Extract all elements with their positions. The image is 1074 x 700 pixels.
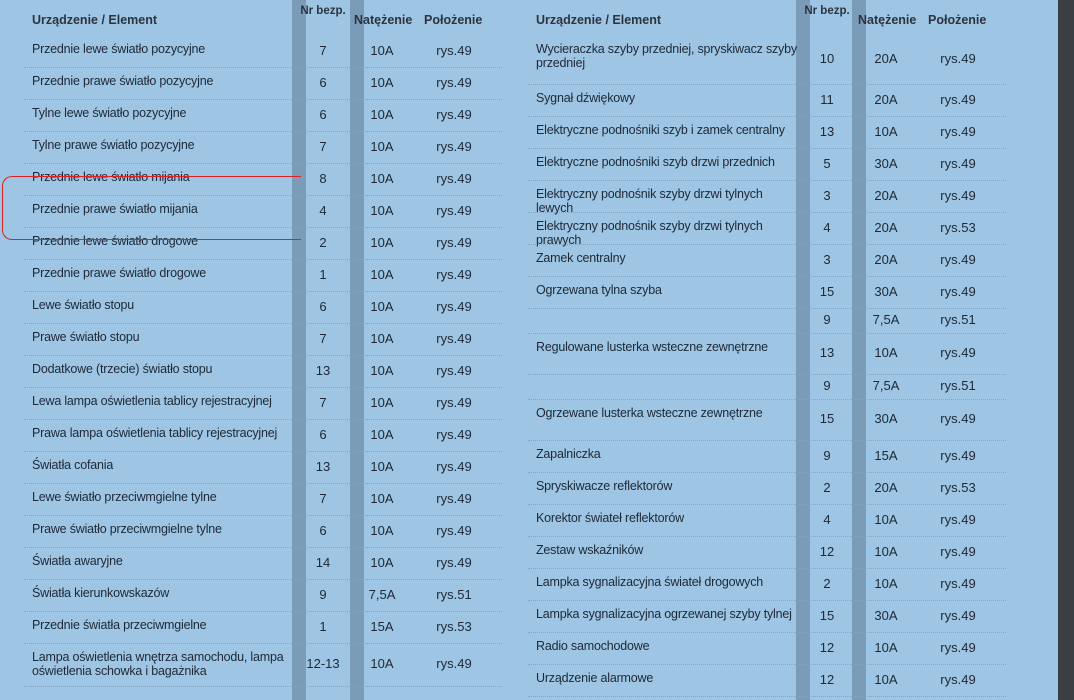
header-location: Położenie xyxy=(424,13,483,27)
fuse-number-cell: 1 xyxy=(319,266,327,282)
device-cell: Korektor świateł reflektorów xyxy=(536,511,684,525)
table-row xyxy=(24,356,502,388)
current-cell: 10A xyxy=(370,458,394,474)
fuse-number-cell: 9 xyxy=(319,586,327,602)
device-cell: Urządzenie alarmowe xyxy=(536,671,654,685)
device-cell: Przednie prawe światło pozycyjne xyxy=(32,74,214,88)
device-cell: Przednie prawe światło drogowe xyxy=(32,266,206,280)
fuse-number-cell: 4 xyxy=(823,511,831,527)
location-cell: rys.49 xyxy=(436,554,472,570)
location-cell: rys.53 xyxy=(940,479,976,495)
table-row xyxy=(528,601,1006,633)
header-fuse-number: Nr bezp. xyxy=(300,5,346,17)
fuse-number-cell: 12 xyxy=(819,543,835,559)
fuse-number-cell: 12 xyxy=(819,639,835,655)
current-cell: 7,5A xyxy=(368,586,396,602)
device-cell: Przednie lewe światło mijania xyxy=(32,170,190,184)
fuse-number-cell: 2 xyxy=(823,479,831,495)
location-cell: rys.49 xyxy=(436,170,472,186)
device-cell: Radio samochodowe xyxy=(536,639,650,653)
table-row xyxy=(24,260,502,292)
fuse-number-cell: 5 xyxy=(823,155,831,171)
current-cell: 10A xyxy=(874,345,898,360)
fuse-number-cell: 3 xyxy=(823,251,831,267)
location-cell: rys.49 xyxy=(940,607,976,623)
fuse-number-cell: 12 xyxy=(819,671,835,687)
current-cell: 7,5A xyxy=(872,312,900,327)
location-cell: rys.49 xyxy=(436,106,472,122)
location-cell: rys.49 xyxy=(436,298,472,314)
current-cell: 10A xyxy=(370,266,394,282)
fuse-number-cell: 8 xyxy=(319,170,327,186)
table-row xyxy=(24,420,502,452)
device-cell: Regulowane lusterka wsteczne zewnętrzne xyxy=(536,340,768,354)
table-row xyxy=(24,516,502,548)
table-row xyxy=(24,548,502,580)
device-cell: Przednie światła przeciwmgielne xyxy=(32,618,207,632)
table-row xyxy=(528,36,1006,85)
current-cell: 10A xyxy=(874,575,898,591)
table-row xyxy=(24,36,502,68)
location-cell: rys.49 xyxy=(436,490,472,506)
fuse-number-cell: 7 xyxy=(319,42,327,58)
current-cell: 20A xyxy=(874,187,898,203)
location-cell: rys.49 xyxy=(436,656,472,671)
location-cell: rys.49 xyxy=(436,458,472,474)
current-cell: 30A xyxy=(874,411,898,426)
current-cell: 10A xyxy=(874,639,898,655)
current-cell: 10A xyxy=(874,671,898,687)
current-cell: 20A xyxy=(874,51,898,66)
current-cell: 10A xyxy=(370,298,394,314)
location-cell: rys.49 xyxy=(436,138,472,154)
current-cell: 30A xyxy=(874,155,898,171)
current-cell: 10A xyxy=(370,394,394,410)
current-cell: 10A xyxy=(370,522,394,538)
fuse-number-cell: 15 xyxy=(819,283,835,299)
table-row xyxy=(528,375,1006,400)
table-row xyxy=(528,117,1006,149)
location-cell: rys.49 xyxy=(940,411,976,426)
fuse-number-cell: 15 xyxy=(819,607,835,623)
location-cell: rys.51 xyxy=(436,586,472,602)
fuse-number-cell: 6 xyxy=(319,298,327,314)
header-current: Natężenie xyxy=(354,13,413,27)
current-cell: 30A xyxy=(874,283,898,299)
current-cell: 10A xyxy=(370,554,394,570)
table-row xyxy=(24,68,502,100)
fuse-number-cell: 9 xyxy=(823,447,831,463)
location-cell: rys.49 xyxy=(436,234,472,250)
current-cell: 15A xyxy=(370,618,394,634)
table-row xyxy=(24,484,502,516)
current-cell: 7,5A xyxy=(872,378,900,393)
fuse-number-cell: 6 xyxy=(319,74,327,90)
fuse-table-right xyxy=(528,0,1006,697)
location-cell: rys.49 xyxy=(436,330,472,346)
current-cell: 10A xyxy=(370,330,394,346)
location-cell: rys.49 xyxy=(436,74,472,90)
fuse-number-cell: 13 xyxy=(819,345,835,360)
device-cell: Prawe światło stopu xyxy=(32,330,140,344)
table-row xyxy=(528,505,1006,537)
device-cell: Tylne lewe światło pozycyjne xyxy=(32,106,187,120)
location-cell: rys.49 xyxy=(940,575,976,591)
fuse-number-cell: 3 xyxy=(823,187,831,203)
device-cell: Światła kierunkowskazów xyxy=(32,586,170,600)
fuse-number-cell: 13 xyxy=(819,123,835,139)
fuse-number-cell: 11 xyxy=(820,91,834,107)
device-cell: Lewa lampa oświetlenia tablicy rejestracyjnej xyxy=(32,394,272,408)
table-row xyxy=(528,569,1006,601)
location-cell: rys.49 xyxy=(940,91,976,107)
table-row xyxy=(528,473,1006,505)
location-cell: rys.49 xyxy=(436,202,472,218)
fuse-number-cell: 2 xyxy=(823,575,831,591)
location-cell: rys.49 xyxy=(940,155,976,171)
table-row xyxy=(528,213,1006,245)
window-edge xyxy=(1058,0,1074,700)
table-header xyxy=(24,0,502,36)
table-row xyxy=(528,149,1006,181)
fuse-number-cell: 4 xyxy=(823,219,831,235)
current-cell: 10A xyxy=(370,170,394,186)
header-location: Położenie xyxy=(928,13,987,27)
device-cell: Lewe światło przeciwmgielne tylne xyxy=(32,490,217,504)
fuse-number-cell: 10 xyxy=(819,51,835,66)
fuse-number-cell: 15 xyxy=(819,411,835,426)
table-row xyxy=(528,181,1006,213)
device-cell: Spryskiwacze reflektorów xyxy=(536,479,673,493)
location-cell: rys.49 xyxy=(436,362,472,378)
device-cell: Wycieraczka szyby przedniej, spryskiwacz szyby przedniej xyxy=(536,42,797,70)
table-row xyxy=(528,245,1006,277)
header-fuse-number: Nr bezp. xyxy=(804,5,850,17)
current-cell: 10A xyxy=(370,42,394,58)
current-cell: 10A xyxy=(370,106,394,122)
device-cell: Ogrzewana tylna szyba xyxy=(536,283,662,297)
fuse-number-cell: 7 xyxy=(319,394,327,410)
fuse-table-left xyxy=(24,0,502,687)
current-cell: 10A xyxy=(370,202,394,218)
location-cell: rys.49 xyxy=(940,283,976,299)
location-cell: rys.49 xyxy=(436,266,472,282)
location-cell: rys.53 xyxy=(940,219,976,235)
table-row xyxy=(24,612,502,644)
current-cell: 10A xyxy=(370,490,394,506)
location-cell: rys.49 xyxy=(436,522,472,538)
fuse-number-cell: 9 xyxy=(823,312,831,327)
fuse-number-cell: 7 xyxy=(319,490,327,506)
fuse-number-cell: 1 xyxy=(319,618,327,634)
device-cell: Zapalniczka xyxy=(536,447,601,461)
location-cell: rys.49 xyxy=(940,345,976,360)
current-cell: 10A xyxy=(370,426,394,442)
current-cell: 10A xyxy=(370,74,394,90)
table-row xyxy=(24,100,502,132)
table-row xyxy=(528,400,1006,441)
location-cell: rys.53 xyxy=(436,618,472,634)
current-cell: 10A xyxy=(370,656,394,671)
table-row xyxy=(24,388,502,420)
current-cell: 20A xyxy=(874,219,898,235)
table-row xyxy=(24,580,502,612)
device-cell: Ogrzewane lusterka wsteczne zewnętrzne xyxy=(536,406,763,420)
device-cell: Dodatkowe (trzecie) światło stopu xyxy=(32,362,213,376)
current-cell: 10A xyxy=(874,123,898,139)
device-cell: Prawa lampa oświetlenia tablicy rejestracyjnej xyxy=(32,426,278,440)
device-cell: Prawe światło przeciwmgielne tylne xyxy=(32,522,222,536)
header-current: Natężenie xyxy=(858,13,917,27)
fuse-number-cell: 12-13 xyxy=(306,656,340,671)
fuse-number-cell: 9 xyxy=(823,378,831,393)
device-cell: Elektryczne podnośniki szyb drzwi przednich xyxy=(536,155,775,169)
fuse-number-cell: 14 xyxy=(315,554,331,570)
device-cell: Lampka sygnalizacyjna ogrzewanej szyby tylnej xyxy=(536,607,792,621)
fuse-number-cell: 6 xyxy=(319,426,327,442)
fuse-number-cell: 2 xyxy=(319,234,327,250)
current-cell: 10A xyxy=(874,511,898,527)
location-cell: rys.49 xyxy=(436,426,472,442)
table-row xyxy=(528,441,1006,473)
current-cell: 10A xyxy=(370,362,394,378)
fuse-number-cell: 7 xyxy=(319,330,327,346)
device-cell: Przednie lewe światło pozycyjne xyxy=(32,42,206,56)
device-cell: Zestaw wskaźników xyxy=(536,543,644,557)
fuse-number-cell: 13 xyxy=(315,458,331,474)
device-cell: Przednie prawe światło mijania xyxy=(32,202,198,216)
device-cell: Lampa oświetlenia wnętrza samochodu, lampa oświetlenia schowka i bagażnika xyxy=(32,650,284,678)
header-device: Urządzenie / Element xyxy=(32,13,158,27)
device-cell: Elektryczny podnośnik szyby drzwi tylnych prawych xyxy=(536,219,763,247)
table-row xyxy=(24,132,502,164)
device-cell: Elektryczny podnośnik szyby drzwi tylnych lewych xyxy=(536,187,763,215)
fuse-number-cell: 6 xyxy=(319,106,327,122)
current-cell: 20A xyxy=(874,91,898,107)
table-row xyxy=(24,452,502,484)
table-row xyxy=(24,644,502,687)
current-cell: 30A xyxy=(874,607,898,623)
location-cell: rys.49 xyxy=(940,51,976,66)
location-cell: rys.49 xyxy=(940,671,976,687)
current-cell: 10A xyxy=(874,543,898,559)
location-cell: rys.49 xyxy=(940,187,976,203)
fuse-number-cell: 6 xyxy=(319,522,327,538)
location-cell: rys.51 xyxy=(940,312,976,327)
location-cell: rys.49 xyxy=(436,42,472,58)
table-row xyxy=(528,633,1006,665)
current-cell: 15A xyxy=(874,447,898,463)
table-row xyxy=(528,309,1006,334)
red-highlight-annotation xyxy=(2,176,301,240)
device-cell: Światła cofania xyxy=(32,458,114,472)
table-header xyxy=(528,0,1006,36)
device-cell: Sygnał dźwiękowy xyxy=(536,91,635,105)
current-cell: 20A xyxy=(874,251,898,267)
fuse-number-cell: 7 xyxy=(319,138,327,154)
current-cell: 10A xyxy=(370,234,394,250)
device-cell: Przednie lewe światło drogowe xyxy=(32,234,198,248)
table-row xyxy=(24,324,502,356)
table-row xyxy=(528,537,1006,569)
location-cell: rys.49 xyxy=(940,251,976,267)
location-cell: rys.49 xyxy=(436,394,472,410)
location-cell: rys.51 xyxy=(940,378,976,393)
table-row xyxy=(528,85,1006,117)
location-cell: rys.49 xyxy=(940,511,976,527)
current-cell: 20A xyxy=(874,479,898,495)
header-device: Urządzenie / Element xyxy=(536,13,662,27)
fuse-number-cell: 13 xyxy=(315,362,331,378)
location-cell: rys.49 xyxy=(940,123,976,139)
device-cell: Zamek centralny xyxy=(536,251,626,265)
table-row xyxy=(528,334,1006,375)
device-cell: Lewe światło stopu xyxy=(32,298,135,312)
device-cell: Lampka sygnalizacyjna świateł drogowych xyxy=(536,575,764,589)
device-cell: Tylne prawe światło pozycyjne xyxy=(32,138,195,152)
location-cell: rys.49 xyxy=(940,543,976,559)
location-cell: rys.49 xyxy=(940,639,976,655)
device-cell: Elektryczne podnośniki szyb i zamek centralny xyxy=(536,123,785,137)
fuse-number-cell: 4 xyxy=(319,202,327,218)
table-row xyxy=(528,277,1006,309)
table-row xyxy=(24,292,502,324)
current-cell: 10A xyxy=(370,138,394,154)
location-cell: rys.49 xyxy=(940,447,976,463)
device-cell: Światła awaryjne xyxy=(32,554,123,568)
table-row xyxy=(528,665,1006,697)
